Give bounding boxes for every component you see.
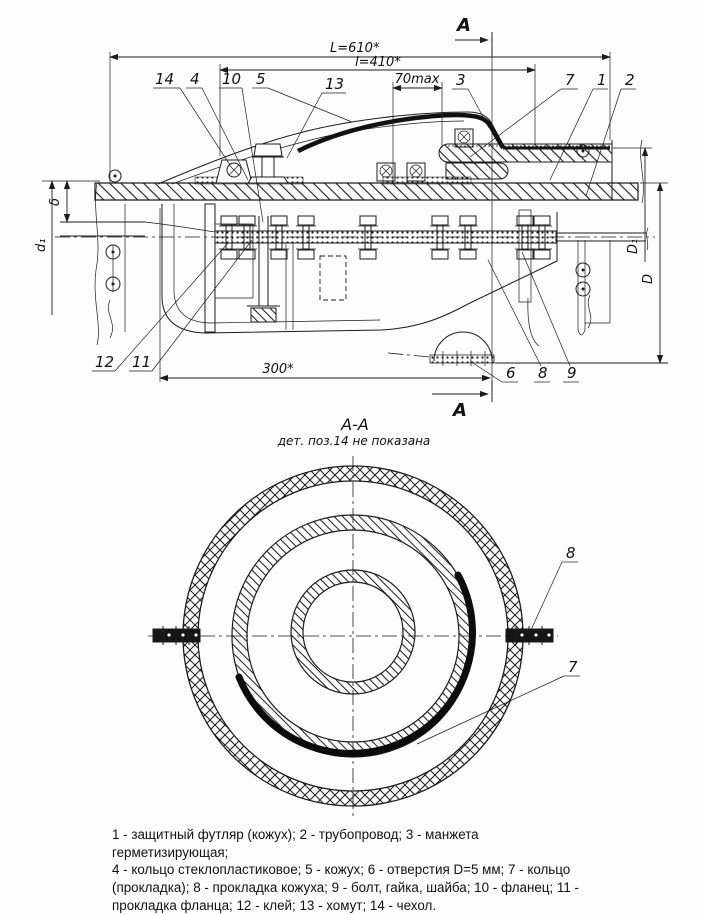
main-view <box>34 15 668 421</box>
svg-text:2: 2 <box>625 71 635 89</box>
section-arrow-bottom-label: A <box>453 400 467 421</box>
callout-13 <box>287 75 346 158</box>
svg-text:9: 9 <box>567 364 577 382</box>
svg-text:5: 5 <box>256 70 266 88</box>
rivet-left-dot <box>114 175 117 178</box>
lower-assembly <box>60 183 668 366</box>
gasket-stub-left <box>153 626 200 645</box>
section-title: А-А <box>341 415 369 434</box>
callout-11 <box>129 240 252 371</box>
legend-line-3: (прокладка); 8 - прокладка кожуха; 9 - болт, гайка, шайба; 10 - фланец; 11 - <box>112 880 579 896</box>
pipe-break-right-top <box>641 140 644 203</box>
dim-D1-label: D₁ <box>626 238 641 254</box>
flange-gasket-band <box>215 231 556 243</box>
svg-text:4: 4 <box>190 70 200 88</box>
dim-delta-label: δ <box>48 198 63 206</box>
casing-top-wall <box>95 177 638 200</box>
callout-1 <box>550 71 608 180</box>
flange-plate <box>205 204 215 332</box>
dim-D-label: D <box>641 273 656 284</box>
svg-text:10: 10 <box>222 70 242 88</box>
callout-6 <box>470 361 518 382</box>
dim-d1-label: d₁ <box>34 238 49 252</box>
legend-line-2: 4 - кольцо стеклопластиковое; 5 - кожух; 6 - отверстия D=5 мм; 7 - кольцо <box>112 862 571 878</box>
section-callout-8 <box>531 544 578 630</box>
section-arrow-top-label: A <box>457 15 471 36</box>
svg-text:1: 1 <box>597 71 607 89</box>
callout-2 <box>586 71 636 196</box>
svg-text:12: 12 <box>95 353 115 371</box>
section-note: дет. поз.14 не показана <box>277 434 431 448</box>
svg-text:8: 8 <box>566 544 576 562</box>
dim-L-label: L=610* <box>330 41 380 56</box>
cover-inner-line <box>172 121 464 184</box>
svg-text:7: 7 <box>565 71 575 89</box>
rivet-right-dot <box>582 150 585 153</box>
svg-text:7: 7 <box>568 658 578 676</box>
dim-300-label: 300* <box>262 362 294 377</box>
legend-line-4: прокладка фланца; 12 - клей; 13 - хомут; 14 - чехол. <box>112 897 437 913</box>
casing-fold-bands <box>439 144 612 179</box>
svg-text:3: 3 <box>456 71 466 89</box>
dim-l-label: l=410* <box>355 55 401 70</box>
dim-70max-label: 70max <box>394 72 440 87</box>
dashed-opening <box>320 256 346 300</box>
svg-text:13: 13 <box>325 75 345 93</box>
pipe-break-left <box>95 183 98 345</box>
parts-legend <box>112 826 594 914</box>
gasket-stub-right <box>506 626 553 645</box>
svg-text:8: 8 <box>538 364 548 382</box>
svg-text:6: 6 <box>506 364 516 382</box>
section-view <box>148 415 580 818</box>
mount-bolt-left <box>216 160 252 183</box>
legend-line-1: 1 - защитный футляр (кожух); 2 - трубопровод; 3 - манжета герметизирующая; <box>112 827 479 860</box>
svg-text:14: 14 <box>155 70 175 88</box>
gasket-ring-arc <box>239 575 472 753</box>
svg-text:11: 11 <box>132 353 152 371</box>
